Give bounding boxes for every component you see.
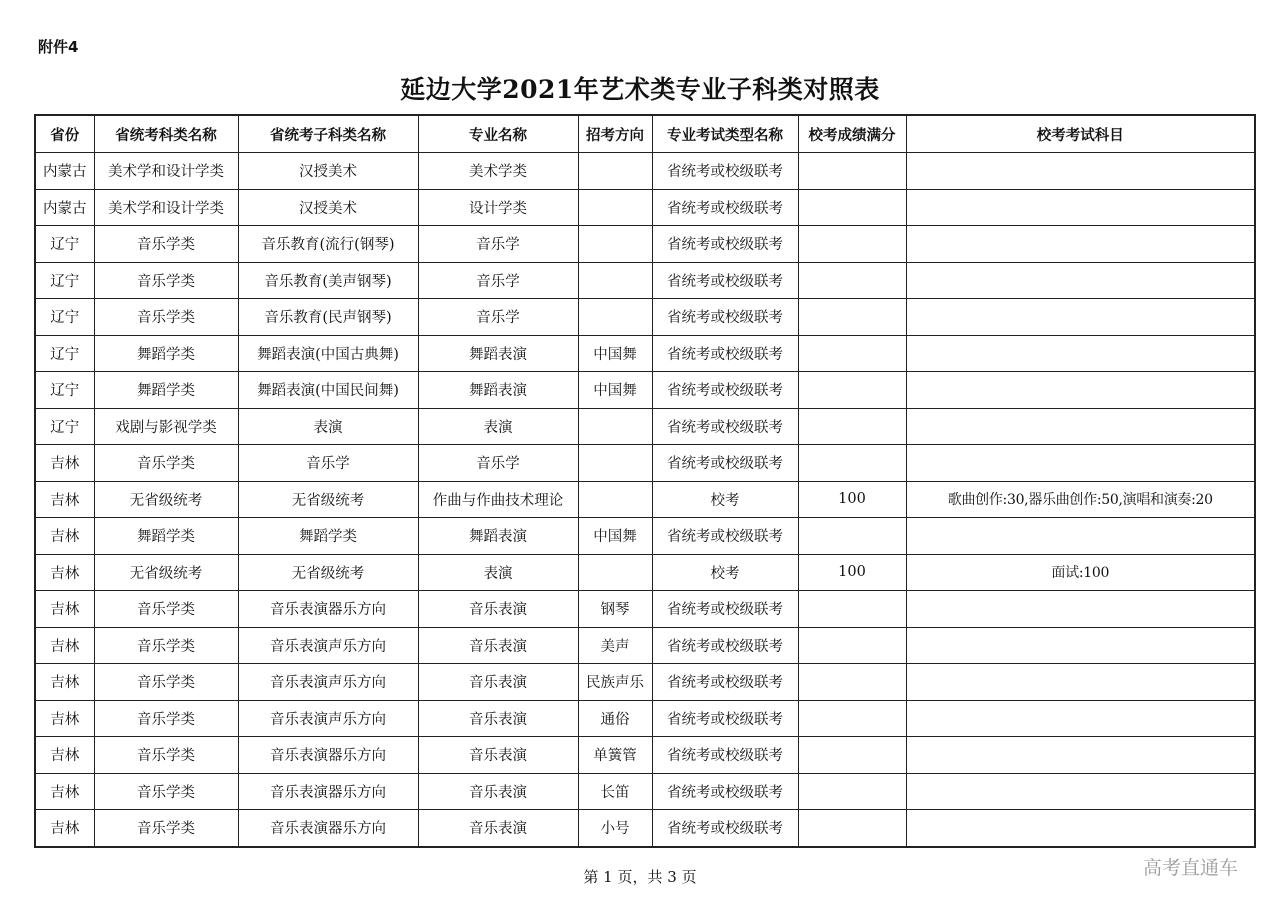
cell-province: 辽宁 (35, 299, 94, 336)
cell-subcategory: 汉授美术 (238, 189, 418, 226)
cell-exam-type: 省统考或校级联考 (652, 153, 798, 190)
cell-exam-type: 省统考或校级联考 (652, 591, 798, 628)
cell-category: 无省级统考 (94, 554, 238, 591)
cell-subcategory: 音乐表演器乐方向 (238, 737, 418, 774)
cell-subcategory: 音乐学 (238, 445, 418, 482)
cell-exam-subjects (906, 153, 1255, 190)
cell-category: 美术学和设计学类 (94, 153, 238, 190)
cell-full-score (798, 153, 906, 190)
cell-major: 舞蹈表演 (418, 335, 578, 372)
cell-major: 作曲与作曲技术理论 (418, 481, 578, 518)
header-category: 省统考科类名称 (94, 115, 238, 153)
cell-exam-subjects (906, 664, 1255, 701)
cell-full-score (798, 189, 906, 226)
header-exam-subjects: 校考考试科目 (906, 115, 1255, 153)
cell-category: 音乐学类 (94, 591, 238, 628)
cell-full-score (798, 664, 906, 701)
cell-category: 音乐学类 (94, 299, 238, 336)
cell-major: 舞蹈表演 (418, 372, 578, 409)
cell-exam-type: 省统考或校级联考 (652, 700, 798, 737)
cell-subcategory: 音乐表演器乐方向 (238, 591, 418, 628)
cell-exam-type: 省统考或校级联考 (652, 664, 798, 701)
cell-full-score (798, 627, 906, 664)
cell-major: 音乐表演 (418, 627, 578, 664)
header-exam-type: 专业考试类型名称 (652, 115, 798, 153)
cell-direction (578, 299, 652, 336)
cell-full-score (798, 591, 906, 628)
cell-category: 音乐学类 (94, 810, 238, 847)
cell-category: 舞蹈学类 (94, 518, 238, 555)
cell-full-score: 100 (798, 481, 906, 518)
cell-subcategory: 音乐表演声乐方向 (238, 700, 418, 737)
cell-exam-type: 省统考或校级联考 (652, 810, 798, 847)
cell-full-score (798, 700, 906, 737)
cell-exam-type: 省统考或校级联考 (652, 408, 798, 445)
table-row (35, 700, 1255, 737)
cell-direction (578, 481, 652, 518)
cell-major: 美术学类 (418, 153, 578, 190)
cell-province: 辽宁 (35, 262, 94, 299)
cell-major: 表演 (418, 554, 578, 591)
table-row (35, 591, 1255, 628)
cell-category: 音乐学类 (94, 773, 238, 810)
cell-full-score: 100 (798, 554, 906, 591)
cell-category: 音乐学类 (94, 737, 238, 774)
cell-province: 吉林 (35, 554, 94, 591)
table-row (35, 153, 1255, 190)
cell-province: 吉林 (35, 445, 94, 482)
cell-direction: 中国舞 (578, 372, 652, 409)
cell-province: 辽宁 (35, 226, 94, 263)
cell-major: 音乐学 (418, 299, 578, 336)
cell-exam-type: 省统考或校级联考 (652, 627, 798, 664)
cell-exam-type: 校考 (652, 554, 798, 591)
cell-exam-type: 省统考或校级联考 (652, 262, 798, 299)
cell-province: 辽宁 (35, 408, 94, 445)
cell-province: 吉林 (35, 810, 94, 847)
cell-full-score (798, 335, 906, 372)
cell-exam-type: 省统考或校级联考 (652, 226, 798, 263)
table-row (35, 627, 1255, 664)
cell-major: 音乐学 (418, 226, 578, 263)
cell-exam-subjects (906, 518, 1255, 555)
cell-province: 吉林 (35, 627, 94, 664)
cell-direction: 通俗 (578, 700, 652, 737)
cell-exam-type: 省统考或校级联考 (652, 299, 798, 336)
cell-major: 表演 (418, 408, 578, 445)
cell-category: 音乐学类 (94, 627, 238, 664)
cell-subcategory: 音乐表演器乐方向 (238, 810, 418, 847)
table-row (35, 664, 1255, 701)
table-row (35, 481, 1255, 518)
table-header-row (35, 115, 1255, 153)
cell-category: 音乐学类 (94, 262, 238, 299)
cell-major: 音乐表演 (418, 591, 578, 628)
cell-exam-type: 省统考或校级联考 (652, 189, 798, 226)
cell-exam-type: 省统考或校级联考 (652, 335, 798, 372)
cell-full-score (798, 372, 906, 409)
cell-exam-subjects (906, 299, 1255, 336)
cell-direction (578, 445, 652, 482)
cell-category: 音乐学类 (94, 664, 238, 701)
cell-exam-type: 省统考或校级联考 (652, 773, 798, 810)
table-row (35, 810, 1255, 847)
cell-province: 辽宁 (35, 372, 94, 409)
watermark: 高考直通车 (1143, 857, 1239, 879)
cell-exam-subjects (906, 810, 1255, 847)
cell-direction (578, 554, 652, 591)
cell-subcategory: 音乐表演器乐方向 (238, 773, 418, 810)
cell-category: 美术学和设计学类 (94, 189, 238, 226)
cell-full-score (798, 773, 906, 810)
header-direction: 招考方向 (578, 115, 652, 153)
table-row (35, 445, 1255, 482)
cell-exam-subjects (906, 591, 1255, 628)
cell-exam-subjects (906, 445, 1255, 482)
cell-direction: 民族声乐 (578, 664, 652, 701)
page-number: 第 1 页，共 3 页 (583, 868, 697, 886)
header-major: 专业名称 (418, 115, 578, 153)
cell-subcategory: 音乐教育(民声钢琴) (238, 299, 418, 336)
cell-province: 辽宁 (35, 335, 94, 372)
cell-full-score (798, 737, 906, 774)
table-row (35, 335, 1255, 372)
cell-province: 内蒙古 (35, 189, 94, 226)
cell-province: 吉林 (35, 700, 94, 737)
cell-direction (578, 226, 652, 263)
cell-exam-subjects (906, 773, 1255, 810)
cell-category: 音乐学类 (94, 700, 238, 737)
cell-exam-type: 省统考或校级联考 (652, 737, 798, 774)
cell-province: 吉林 (35, 518, 94, 555)
document-title: 延边大学2021年艺术类专业子科类对照表 (400, 75, 880, 104)
cell-major: 音乐学 (418, 445, 578, 482)
header-full-score: 校考成绩满分 (798, 115, 906, 153)
table-row (35, 408, 1255, 445)
cell-province: 吉林 (35, 591, 94, 628)
cell-direction (578, 153, 652, 190)
cell-direction: 美声 (578, 627, 652, 664)
table-row (35, 372, 1255, 409)
header-province: 省份 (35, 115, 94, 153)
cell-province: 吉林 (35, 737, 94, 774)
cell-subcategory: 舞蹈学类 (238, 518, 418, 555)
cell-category: 舞蹈学类 (94, 335, 238, 372)
cell-exam-type: 省统考或校级联考 (652, 518, 798, 555)
cell-province: 吉林 (35, 481, 94, 518)
cell-exam-subjects (906, 226, 1255, 263)
cell-major: 音乐表演 (418, 773, 578, 810)
cell-direction: 小号 (578, 810, 652, 847)
cell-exam-subjects (906, 627, 1255, 664)
header-subcategory: 省统考子科类名称 (238, 115, 418, 153)
cell-major: 音乐表演 (418, 737, 578, 774)
cell-direction: 中国舞 (578, 518, 652, 555)
cell-full-score (798, 810, 906, 847)
cell-full-score (798, 518, 906, 555)
cell-exam-subjects (906, 737, 1255, 774)
table-row (35, 518, 1255, 555)
cell-direction: 中国舞 (578, 335, 652, 372)
cell-province: 吉林 (35, 773, 94, 810)
cell-exam-subjects: 面试:100 (906, 554, 1255, 591)
cell-direction: 钢琴 (578, 591, 652, 628)
cell-major: 音乐表演 (418, 700, 578, 737)
cell-category: 无省级统考 (94, 481, 238, 518)
cell-major: 设计学类 (418, 189, 578, 226)
cell-major: 音乐表演 (418, 810, 578, 847)
cell-subcategory: 舞蹈表演(中国古典舞) (238, 335, 418, 372)
cell-major: 舞蹈表演 (418, 518, 578, 555)
table-row (35, 189, 1255, 226)
cell-category: 音乐学类 (94, 226, 238, 263)
cell-subcategory: 表演 (238, 408, 418, 445)
cell-subcategory: 音乐表演声乐方向 (238, 627, 418, 664)
table-row (35, 773, 1255, 810)
cell-category: 戏剧与影视学类 (94, 408, 238, 445)
cell-subcategory: 舞蹈表演(中国民间舞) (238, 372, 418, 409)
cell-exam-type: 省统考或校级联考 (652, 445, 798, 482)
table-row (35, 737, 1255, 774)
cell-direction (578, 262, 652, 299)
cell-exam-subjects (906, 372, 1255, 409)
table-row (35, 262, 1255, 299)
cell-full-score (798, 299, 906, 336)
cell-category: 舞蹈学类 (94, 372, 238, 409)
cell-subcategory: 无省级统考 (238, 481, 418, 518)
cell-major: 音乐学 (418, 262, 578, 299)
cell-full-score (798, 262, 906, 299)
cell-subcategory: 汉授美术 (238, 153, 418, 190)
table-row (35, 554, 1255, 591)
table-row (35, 226, 1255, 263)
cell-full-score (798, 408, 906, 445)
cell-direction: 长笛 (578, 773, 652, 810)
attachment-label: 附件4 (38, 38, 79, 56)
cell-major: 音乐表演 (418, 664, 578, 701)
cell-province: 内蒙古 (35, 153, 94, 190)
cell-category: 音乐学类 (94, 445, 238, 482)
art-major-table (34, 114, 1256, 848)
cell-exam-subjects (906, 189, 1255, 226)
cell-exam-type: 省统考或校级联考 (652, 372, 798, 409)
cell-exam-type: 校考 (652, 481, 798, 518)
cell-exam-subjects (906, 335, 1255, 372)
cell-province: 吉林 (35, 664, 94, 701)
cell-direction: 单簧管 (578, 737, 652, 774)
cell-direction (578, 408, 652, 445)
cell-exam-subjects (906, 408, 1255, 445)
cell-direction (578, 189, 652, 226)
cell-exam-subjects (906, 700, 1255, 737)
cell-exam-subjects: 歌曲创作:30,器乐曲创作:50,演唱和演奏:20 (906, 481, 1255, 518)
cell-full-score (798, 445, 906, 482)
table-row (35, 299, 1255, 336)
cell-subcategory: 无省级统考 (238, 554, 418, 591)
cell-full-score (798, 226, 906, 263)
cell-subcategory: 音乐表演声乐方向 (238, 664, 418, 701)
cell-subcategory: 音乐教育(流行(钢琴) (238, 226, 418, 263)
cell-subcategory: 音乐教育(美声钢琴) (238, 262, 418, 299)
cell-exam-subjects (906, 262, 1255, 299)
